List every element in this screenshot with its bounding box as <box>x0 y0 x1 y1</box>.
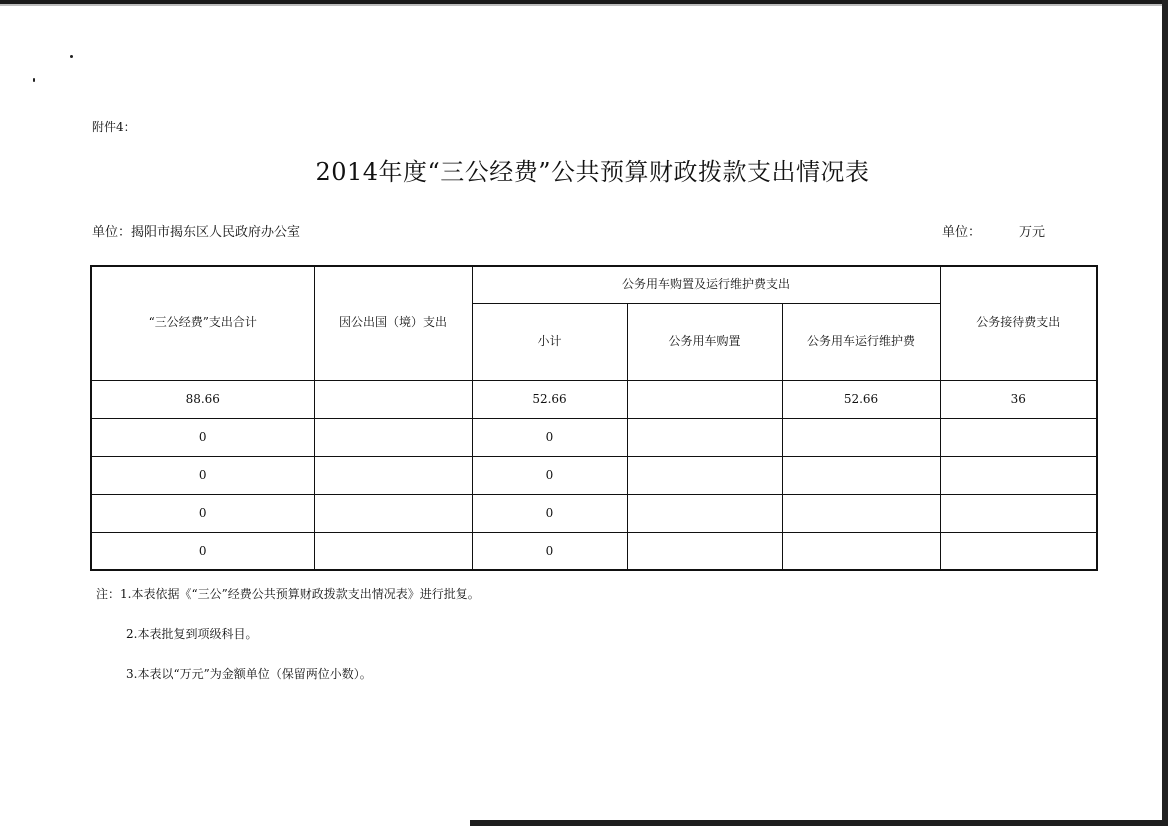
cell-operation <box>782 532 940 570</box>
cell-subtotal: 0 <box>472 532 627 570</box>
scan-top-shadow <box>0 4 1168 6</box>
cell-abroad <box>314 532 472 570</box>
cell-reception <box>940 418 1097 456</box>
note-1: 注：1.本表依据《“三公”经费公共预算财政拨款支出情况表》进行批复。 <box>96 587 480 601</box>
header-vehicle-subtotal: 小计 <box>472 303 627 380</box>
cell-total: 0 <box>91 532 314 570</box>
page-title: 2014年度“三公经费”公共预算财政拨款支出情况表 <box>315 158 870 186</box>
cell-purchase <box>627 418 782 456</box>
cell-total: 88.66 <box>91 380 314 418</box>
cell-abroad <box>314 380 472 418</box>
cell-subtotal: 52.66 <box>472 380 627 418</box>
cell-total: 0 <box>91 494 314 532</box>
table-row <box>91 380 1097 418</box>
cell-reception <box>940 532 1097 570</box>
header-vehicle-operation: 公务用车运行维护费 <box>782 303 940 380</box>
cell-abroad <box>314 418 472 456</box>
expenditure-table <box>90 265 1098 571</box>
department-label: 单位：揭阳市揭东区人民政府办公室 <box>92 225 301 240</box>
cell-reception <box>940 494 1097 532</box>
cell-purchase <box>627 456 782 494</box>
scan-speck <box>33 78 35 82</box>
cell-purchase <box>627 532 782 570</box>
header-total: “三公经费”支出合计 <box>91 266 314 380</box>
table-row <box>91 418 1097 456</box>
table-row <box>91 456 1097 494</box>
cell-operation <box>782 494 940 532</box>
notes <box>96 585 480 705</box>
cell-reception <box>940 456 1097 494</box>
table-row <box>91 532 1097 570</box>
cell-reception: 36 <box>940 380 1097 418</box>
header-reception: 公务接待费支出 <box>940 266 1097 380</box>
scan-speck <box>70 55 73 58</box>
currency-unit <box>942 221 1045 240</box>
cell-operation <box>782 418 940 456</box>
header-abroad: 因公出国（境）支出 <box>314 266 472 380</box>
currency-unit-value: 万元 <box>1019 225 1046 240</box>
cell-abroad <box>314 456 472 494</box>
attachment-label: 附件4： <box>92 120 136 134</box>
scan-bottom-border <box>470 820 1168 826</box>
cell-abroad <box>314 494 472 532</box>
cell-purchase <box>627 380 782 418</box>
note-2: 2.本表批复到项级科目。 <box>126 627 258 641</box>
scan-right-border <box>1162 0 1168 826</box>
cell-subtotal: 0 <box>472 456 627 494</box>
cell-subtotal: 0 <box>472 494 627 532</box>
cell-total: 0 <box>91 456 314 494</box>
cell-purchase <box>627 494 782 532</box>
cell-total: 0 <box>91 418 314 456</box>
note-3: 3.本表以“万元”为金额单位（保留两位小数）。 <box>126 667 372 681</box>
header-vehicle-group: 公务用车购置及运行维护费支出 <box>472 266 940 303</box>
cell-operation: 52.66 <box>782 380 940 418</box>
cell-subtotal: 0 <box>472 418 627 456</box>
currency-unit-label: 单位： <box>942 225 982 240</box>
cell-operation <box>782 456 940 494</box>
header-vehicle-purchase: 公务用车购置 <box>627 303 782 380</box>
table-row <box>91 494 1097 532</box>
